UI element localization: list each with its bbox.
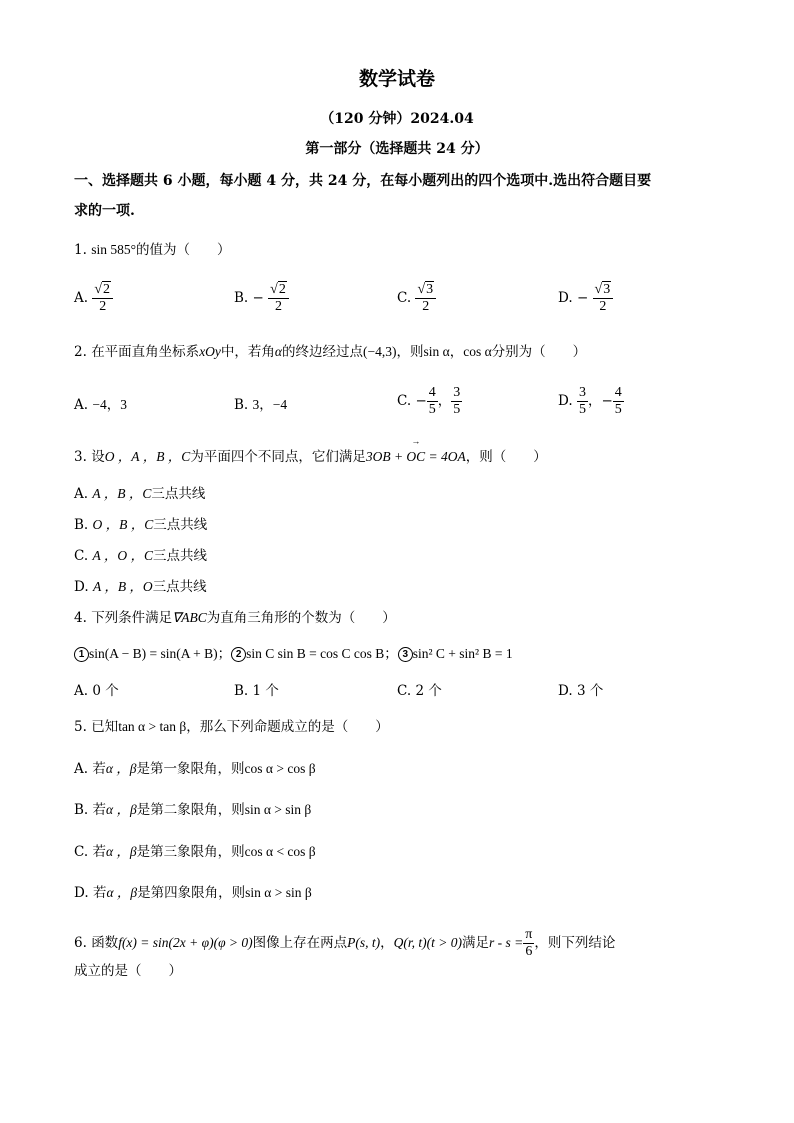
math-triangle: ∇ABC	[172, 610, 207, 625]
math-cos: cos α	[463, 344, 492, 359]
option-label: D.	[558, 290, 573, 306]
question-number: 3.	[74, 449, 87, 465]
option-math: sin α > sin β	[245, 885, 312, 900]
question-4-option-d[interactable]	[558, 682, 603, 700]
numerator: 4	[614, 385, 622, 400]
question-text: 函数	[91, 935, 119, 951]
option-label: B.	[234, 397, 249, 413]
condition-2: sin C sin B = cos C cos B	[246, 646, 385, 661]
option-label: A.	[74, 761, 89, 777]
question-text: ，则下列结论	[534, 935, 616, 951]
question-2-option-b[interactable]	[234, 396, 287, 414]
option-text: 三点共线	[152, 548, 207, 564]
option-label: C.	[397, 683, 412, 699]
question-3-option-b[interactable]	[74, 516, 207, 534]
separator: ；	[384, 646, 398, 662]
option-text: −4，3	[92, 397, 127, 412]
question-text: ，则	[396, 344, 424, 360]
option-label: C.	[74, 548, 89, 564]
radicand: 2	[103, 282, 111, 297]
question-3-option-c[interactable]	[74, 547, 207, 565]
circled-number-1: 1	[74, 647, 89, 662]
option-vars: α ，β	[105, 761, 137, 776]
option-label: B.	[74, 802, 89, 818]
fraction: $\frac{√2}{2}$	[268, 282, 289, 315]
option-label: C.	[74, 844, 89, 860]
question-4-option-a[interactable]	[74, 682, 119, 700]
question-number: 5.	[74, 719, 87, 735]
option-text: 3，−4	[252, 397, 288, 412]
question-3-stem	[74, 448, 547, 466]
section-instructions-line1: 一、选择题共 6 小题，每小题 4 分，共 24 分，在每小题列出的四个选项中.选出符合题目要	[74, 173, 652, 189]
option-label: B.	[234, 290, 249, 306]
question-5-option-d[interactable]	[74, 884, 312, 902]
option-math: cos α > cos β	[244, 761, 316, 776]
question-number: 4.	[74, 610, 87, 626]
option-label: D.	[74, 885, 89, 901]
fraction: $\frac{√3}{2}$	[415, 282, 436, 315]
option-text: 三点共线	[152, 579, 207, 595]
option-label: C.	[397, 393, 412, 409]
question-text: 设	[91, 449, 105, 465]
option-label: A.	[74, 486, 89, 502]
section-instructions-line2: 求的一项.	[74, 203, 135, 219]
question-2-stem	[74, 343, 586, 361]
page-title: 数学试卷	[358, 68, 435, 90]
numerator: 3	[578, 385, 586, 400]
circled-number-3: 3	[398, 647, 413, 662]
option-sign: −	[601, 393, 613, 409]
option-text: 若	[92, 761, 106, 777]
option-label: B.	[74, 517, 89, 533]
option-label: D.	[558, 393, 573, 409]
option-text: 若	[92, 885, 107, 901]
question-5-option-a[interactable]	[74, 760, 316, 778]
option-points: A ，B ，C	[92, 486, 152, 501]
radicand: 3	[603, 282, 611, 297]
denominator: 2	[274, 299, 282, 314]
option-points: A ，O ，C	[92, 548, 153, 563]
option-label: D.	[74, 579, 89, 595]
numerator: 4	[428, 385, 436, 400]
option-text: 是第四象限角，则	[137, 885, 246, 901]
question-text: 下列条件满足	[91, 610, 173, 626]
option-label: A.	[74, 290, 89, 306]
math-condition: tan α > tan β	[118, 719, 187, 734]
math-sin: sin α	[423, 344, 450, 359]
question-1-stem	[74, 241, 230, 259]
exam-duration-date: （120 分钟）2024.04	[320, 111, 474, 127]
math-point-q: Q(r, t)(t > 0)	[393, 935, 463, 950]
question-text: 满足	[462, 935, 490, 951]
question-4-option-b[interactable]	[234, 682, 279, 700]
question-text: ，	[449, 344, 464, 360]
question-text: 的终边经过点	[282, 344, 364, 360]
option-text: 2 个	[415, 683, 442, 699]
denominator: 5	[428, 402, 436, 417]
denominator: 2	[422, 299, 430, 314]
option-sign: −	[576, 290, 589, 306]
fraction	[613, 385, 624, 418]
radicand: 3	[426, 282, 434, 297]
option-text: 三点共线	[153, 517, 208, 533]
question-6-stem	[74, 927, 615, 960]
denominator: 2	[599, 299, 607, 314]
separator: ；	[217, 646, 232, 662]
math-point-p: P(s, t)	[347, 935, 381, 950]
question-6-stem-line2: 成立的是（ ）	[74, 963, 182, 979]
math-points: O ，A ，B ，C	[104, 449, 191, 464]
option-vars: α ，β	[106, 802, 137, 817]
option-text: 若	[92, 844, 106, 860]
option-text: 1 个	[252, 683, 279, 699]
question-number: 1.	[74, 242, 87, 258]
math-expression: sin 585°	[91, 242, 136, 257]
denominator: 5	[453, 402, 461, 417]
option-points: O ，B ，C	[92, 517, 154, 532]
question-5-option-c[interactable]	[74, 843, 316, 861]
option-text: 若	[92, 802, 107, 818]
option-vars: α ，β	[105, 844, 137, 859]
option-points: A ，B ，O	[92, 579, 153, 594]
condition-3: sin² C + sin² B = 1	[412, 646, 513, 661]
option-text: 三点共线	[151, 486, 206, 502]
denominator: 6	[525, 944, 533, 959]
question-2-option-d[interactable]	[558, 385, 624, 418]
denominator: 5	[614, 402, 622, 417]
separator: ，	[587, 393, 602, 409]
option-label: D.	[558, 683, 573, 699]
question-2-option-c[interactable]	[397, 385, 462, 418]
question-text: 为直角三角形的个数为（ ）	[206, 610, 396, 626]
math-function: f(x) = sin(2x + φ)(φ > 0)	[118, 935, 253, 950]
question-text: 已知	[91, 719, 119, 735]
option-text: 是第一象限角，则	[136, 761, 245, 777]
condition-1: sin(A − B) = sin(A + B)	[89, 646, 218, 661]
math-alpha: α	[274, 344, 283, 359]
option-text: 3 个	[576, 683, 604, 699]
question-5-option-b[interactable]	[74, 801, 311, 819]
question-text: ，	[380, 935, 394, 951]
option-text: 0 个	[92, 683, 119, 699]
question-3-option-a[interactable]	[74, 485, 205, 503]
math-difference: r - s =	[489, 935, 524, 950]
question-text: 的值为（ ）	[135, 242, 231, 258]
option-label: B.	[234, 683, 249, 699]
math-vector-equation: → 3OB + OC = 4OA	[366, 448, 466, 466]
question-1-option-c[interactable]	[397, 282, 436, 315]
option-label: C.	[397, 290, 412, 306]
question-1-option-a[interactable]	[74, 282, 113, 315]
option-text: 是第三象限角，则	[136, 844, 245, 860]
fraction	[451, 385, 462, 418]
math-point: (−4,3)	[363, 344, 397, 359]
question-4-stem	[74, 609, 396, 627]
radicand: 2	[278, 282, 286, 297]
option-text: 是第二象限角，则	[136, 802, 245, 818]
question-text: ，则（ ）	[465, 449, 547, 465]
circled-number-2: 2	[231, 647, 246, 662]
option-vars: α ，β	[106, 885, 138, 900]
numerator: π	[525, 927, 533, 942]
fraction	[523, 927, 534, 960]
question-5-stem	[74, 718, 389, 736]
math-coord-system: xOy	[199, 344, 221, 359]
question-text: 图像上存在两点	[252, 935, 348, 951]
denominator: 5	[578, 402, 586, 417]
fraction: $\frac{√3}{2}$	[593, 282, 614, 315]
question-1-option-d[interactable]	[558, 282, 613, 315]
question-number: 6.	[74, 935, 87, 951]
option-label: A.	[74, 397, 89, 413]
question-4-conditions	[74, 645, 513, 663]
question-text: 分别为（ ）	[491, 344, 587, 360]
option-sign: −	[415, 393, 427, 409]
question-3-option-d[interactable]	[74, 578, 207, 596]
question-1-option-b[interactable]	[234, 282, 289, 315]
fraction	[427, 385, 438, 418]
question-2-option-a[interactable]	[74, 396, 127, 414]
part-heading: 第一部分（选择题共 24 分）	[305, 141, 489, 157]
option-math: cos α < cos β	[244, 844, 316, 859]
question-number: 2.	[74, 344, 87, 360]
question-text: 中，若角	[220, 344, 275, 360]
fraction	[577, 385, 588, 418]
separator: ，	[437, 393, 452, 409]
question-text: ，那么下列命题成立的是（ ）	[186, 719, 389, 735]
option-label: A.	[74, 683, 89, 699]
question-4-option-c[interactable]	[397, 682, 442, 700]
fraction: $\frac{√2}{2}$	[92, 282, 113, 315]
question-text: 在平面直角坐标系	[91, 344, 200, 360]
question-text: 为平面四个不同点，它们满足	[190, 449, 366, 465]
numerator: 3	[453, 385, 461, 400]
option-sign: −	[252, 290, 264, 306]
denominator: 2	[99, 299, 107, 314]
option-math: sin α > sin β	[244, 802, 312, 817]
